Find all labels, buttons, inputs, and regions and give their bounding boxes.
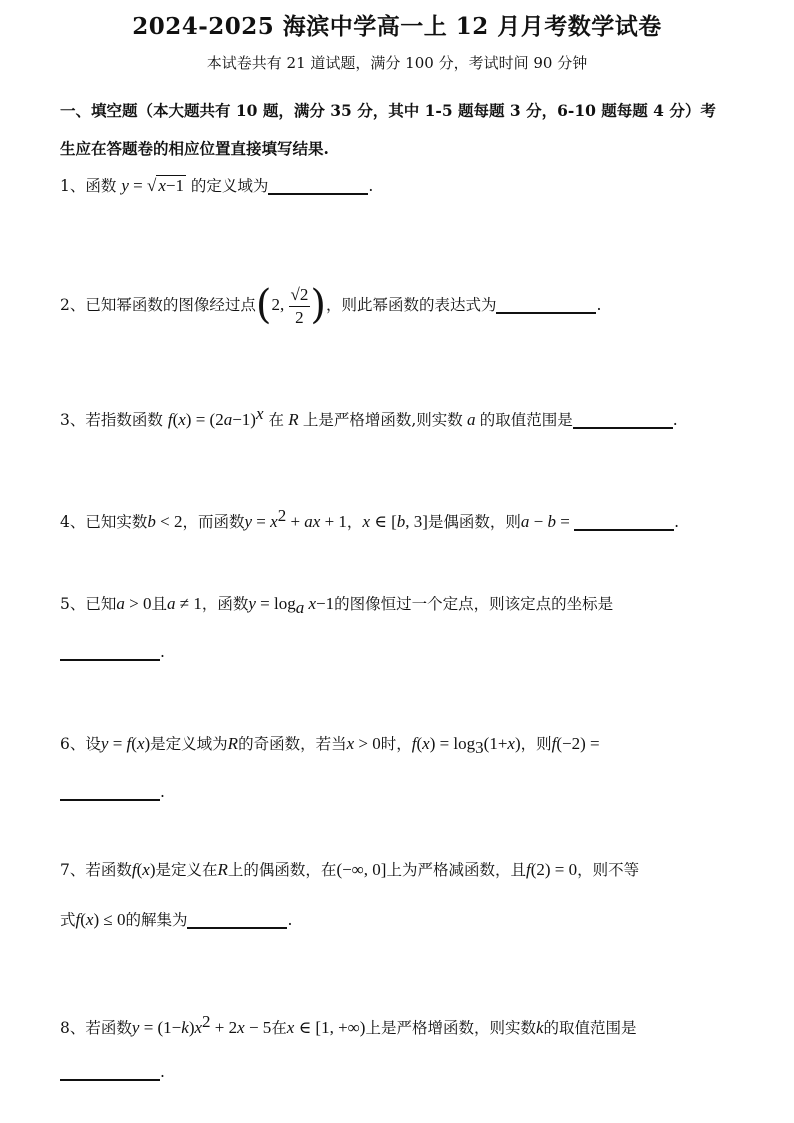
q1-formula: y: [121, 176, 129, 195]
question-7: 7、若函数f(x)是定义在R上的偶函数，在(−∞, 0]上为严格减函数，且f(2) = 0，则不等: [60, 860, 640, 879]
q5-number: 5、: [60, 595, 86, 613]
q8-number: 8、: [60, 1019, 86, 1038]
q1-text-pre: 函数: [85, 177, 117, 195]
question-4: 4、已知实数b < 2，而函数$y = x^2$ + ax + 1，x ∈ [b, 3]是偶函数，则a − b = .: [60, 506, 680, 532]
question-5-answer-line: .: [60, 638, 750, 666]
question-8-answer-line: .: [60, 1058, 750, 1086]
q6-number: 6、: [60, 735, 86, 753]
q3-text-pre: 若指数函数: [85, 411, 163, 430]
exam-subtitle: 本试卷共有 21 道试题，满分 100 分，考试时间 90 分钟: [206, 54, 588, 72]
section-fill-in-blank-heading: [60, 92, 750, 168]
q7-number: 7、: [60, 861, 86, 879]
q1-text-post: 的定义域为: [190, 177, 269, 195]
answer-blank-4[interactable]: [574, 529, 674, 531]
answer-blank-7[interactable]: [187, 927, 287, 929]
answer-blank-2[interactable]: [496, 312, 596, 314]
question-1: 1、函数 y = √ x−1 的定义域为 .: [60, 176, 374, 195]
q4-number: 4、: [60, 513, 86, 532]
question-3: 3、若指数函数 $f(x) = (2a-1)^x$ 在 R 上是严格增函数,则实数 a 的取值范围是 .: [60, 404, 678, 430]
answer-blank-8[interactable]: [60, 1079, 160, 1081]
answer-blank-6[interactable]: [60, 799, 160, 801]
q2-text-post: ，则此幂函数的表达式为: [325, 296, 497, 314]
exam-title: 2024-2025 海滨中学高一上 12 月月考数学试卷: [132, 13, 662, 40]
q2-number: 2、: [60, 296, 86, 314]
question-6-answer-line: .: [60, 778, 750, 806]
answer-blank-1[interactable]: [268, 193, 368, 195]
answer-blank-5[interactable]: [60, 659, 160, 661]
q3-number: 3、: [60, 411, 86, 430]
question-8: 8、若函数$y = (1-k)x^2 + 2x - 5$在x ∈ [1, +∞)上是严格增函数，则实数k的取值范围是: [60, 1012, 637, 1038]
q2-text-pre: 已知幂函数的图像经过点: [85, 296, 256, 314]
question-6: 6、设y = f(x)是定义域为R的奇函数，若当x > 0时，$f(x) = \log_3(1+x)$，则f(−2) =: [60, 734, 600, 758]
section-heading-line2: 生应在答题卷的相应位置直接填写结果.: [60, 139, 329, 158]
q2-fraction: $\frac{√2}{2}$: [290, 284, 309, 327]
sqrt-sign: √: [146, 176, 157, 195]
q1-number: 1、: [60, 177, 86, 195]
question-5: 5、已知a > 0且a ≠ 1，函数$y = \log_a x-1$的图像恒过一个定点，则该定点的坐标是: [60, 594, 614, 618]
section-heading-line1: 一、填空题（本大题共有 10 题，满分 35 分，其中 1-5 题每题 3 分，6-10 题每题 4 分）考: [60, 101, 716, 120]
question-2: 2、已知幂函数的图像经过点(2, $\frac{√2}{2}$ )，则此幂函数的表达式为 .: [60, 282, 602, 328]
question-7-line2: 式f(x) ≤ 0的解集为 .: [60, 910, 293, 929]
answer-blank-3[interactable]: [573, 427, 673, 429]
